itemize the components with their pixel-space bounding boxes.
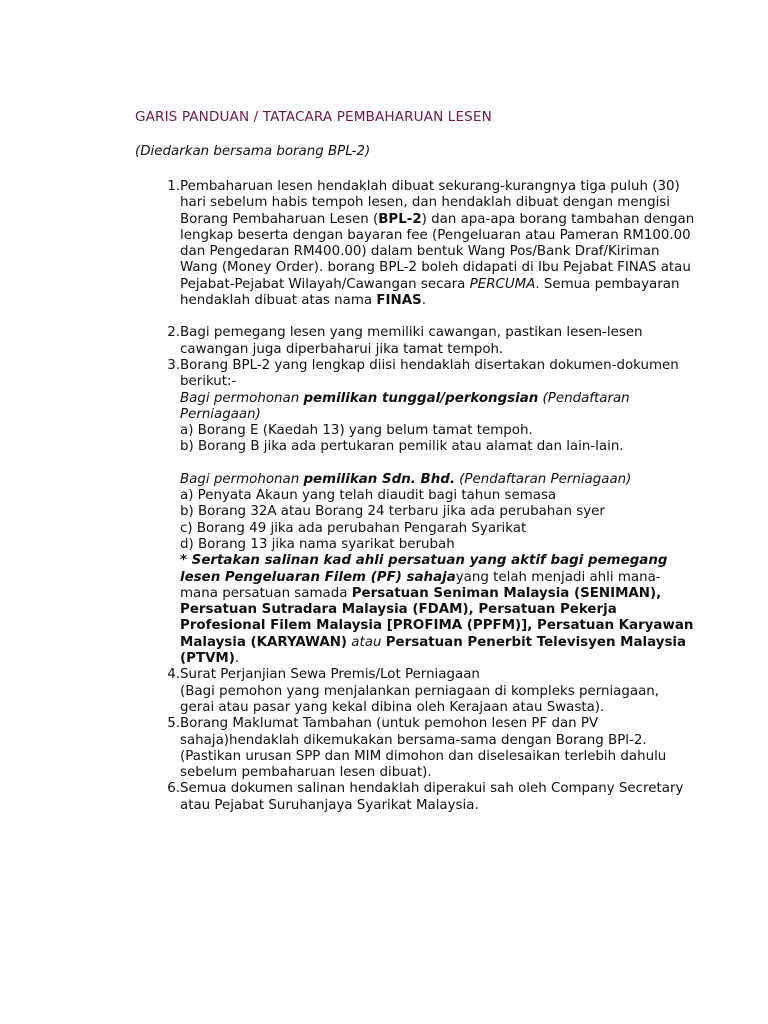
sub-item: b) Borang B jika ada pertukaran pemilik atau alamat dan lain-lain. xyxy=(180,439,624,455)
free-label: PERCUMA xyxy=(469,276,536,292)
item-text xyxy=(180,358,695,667)
item-number: 3. xyxy=(167,357,180,373)
text-run: Pembaharuan lesen hendaklah dibuat sekurang-kurangnya tiga puluh (30) hari sebelum habis tempoh lesen, dan hendaklah dibuat dengan mengisi Borang Pembaharuan Lesen ( xyxy=(180,179,680,227)
sub-item: c) Borang 49 jika ada perubahan Pengarah Syarikat xyxy=(180,520,527,536)
item-text: Surat Perjanjian Sewa Premis/Lot Perniagaan (Bagi pemohon yang menjalankan perniagaan di kompleks perniagaan, gerai atau pasar yang kekal dibina oleh Kerajaan atau Swasta). xyxy=(180,667,660,715)
text-run: . Semua pembayaran hendaklah dibuat atas nama xyxy=(180,276,680,309)
sub-item: b) Borang 32A atau Borang 24 terbaru jika ada perubahan syer xyxy=(180,504,605,520)
list-item-3 xyxy=(135,358,695,667)
item-number: 6. xyxy=(167,781,180,797)
item-number: 5. xyxy=(167,716,180,732)
list-item-4 xyxy=(135,667,695,716)
text-run: ) dan apa-apa borang tambahan dengan lengkap beserta dengan bayaran fee (Pengeluaran atau Pameran RM100.00 dan Pengedaran RM400.00) dalam bentuk Wang Pos/Bank Draf/Kiriman Wang (Money Order). borang BPL-2 boleh didapati di Ibu Pejabat FINAS atau Pejabat-Pejabat Wilayah/Cawangan secara xyxy=(180,211,695,292)
membership-note: * Sertakan salinan kad ahli persatuan yang aktif bagi pemegang lesen Pengeluaran Filem (PF) sahajayang telah menjadi ahli mana-mana persatuan samada Persatuan Seniman Malaysia (SENIMAN), Persatuan Sutradara Malaysia (FDAM), Persatuan Pekerja Profesional Filem Malaysia [PROFIMA (PPFM)], Persatuan Karyawan Malaysia (KARYAWAN) atau Persatuan Penerbit Televisyen Malaysia (PTVM). xyxy=(180,553,694,667)
item-number: 1. xyxy=(167,179,180,194)
sub-item: a) Penyata Akaun yang telah diaudit bagi tahun semasa xyxy=(180,488,557,504)
document-subtitle: (Diedarkan bersama borang BPL-2) xyxy=(135,144,371,159)
item-text xyxy=(180,179,695,309)
sub-item: a) Borang E (Kaedah 13) yang belum tamat tempoh. xyxy=(180,423,533,439)
sub-item: d) Borang 13 jika nama syarikat berubah xyxy=(180,536,455,552)
item-text: Bagi pemegang lesen yang memiliki cawangan, pastikan lesen-lesen cawangan juga diperbaharui jika tamat tempoh. xyxy=(180,325,643,357)
text-run: . xyxy=(421,293,426,309)
group-heading-sole: Bagi permohonan pemilikan tunggal/perkongsian (Pendaftaran Perniagaan) xyxy=(180,390,630,422)
guideline-list xyxy=(135,179,695,814)
list-item-1 xyxy=(135,179,695,309)
item-number: 4. xyxy=(167,667,180,683)
payee-name: FINAS xyxy=(376,293,422,309)
item-text: Borang Maklumat Tambahan (untuk pemohon lesen PF dan PV sahaja)hendaklah dikemukakan bersama-sama dengan Borang BPl-2. (Pastikan urusan SPP dan MIM dimohon dan diselesaikan terlebih dahulu sebelum pembaharuan lesen dibuat). xyxy=(180,716,667,781)
document-title: GARIS PANDUAN / TATACARA PEMBAHARUAN LESEN xyxy=(135,109,492,125)
form-code: BPL-2 xyxy=(378,211,422,227)
list-item-6 xyxy=(135,781,695,814)
list-item-5 xyxy=(135,716,695,781)
item-intro: Borang BPL-2 yang lengkap diisi hendaklah disertakan dokumen-dokumen berikut:- xyxy=(180,357,679,390)
list-item-2 xyxy=(135,325,695,358)
group-heading-sdn-bhd: Bagi permohonan pemilikan Sdn. Bhd. (Pendaftaran Perniagaan) xyxy=(180,471,632,487)
item-text: Semua dokumen salinan hendaklah diperakui sah oleh Company Secretary atau Pejabat Suruhanjaya Syarikat Malaysia. xyxy=(180,781,684,813)
item-number: 2. xyxy=(167,325,180,341)
